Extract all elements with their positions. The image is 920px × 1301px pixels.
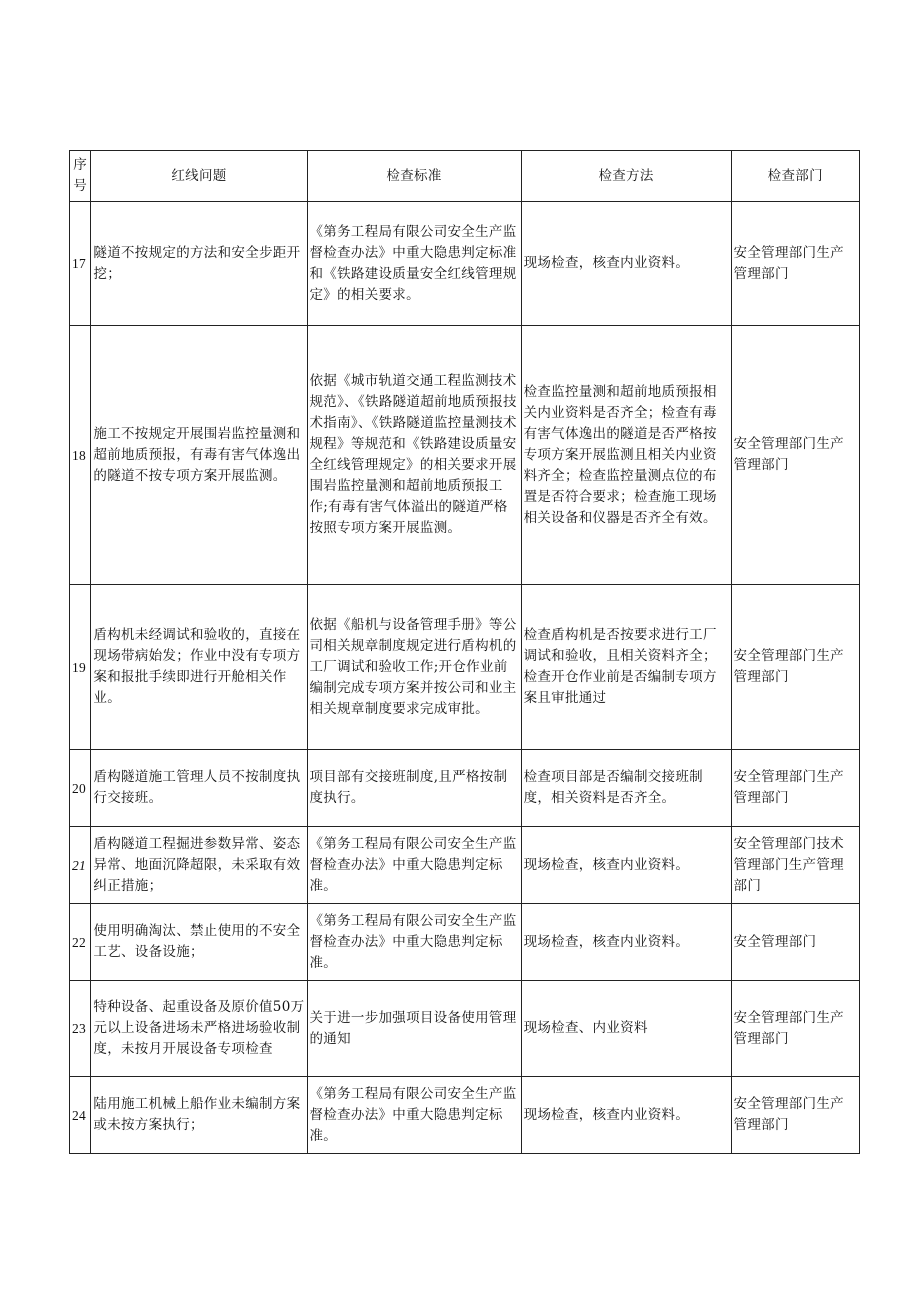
inspection-dept: 安全管理部门生产管理部门: [731, 750, 859, 827]
inspection-table: [69, 150, 860, 1154]
row-number: 18: [70, 326, 91, 585]
row-number: 17: [70, 202, 91, 326]
inspection-method: 现场检查，核查内业资料。: [521, 904, 731, 981]
inspection-standard: 关于进一步加强项目设备使用管理的通知: [307, 981, 521, 1077]
row-number: 19: [70, 585, 91, 750]
header-issue: 红线问题: [91, 151, 307, 202]
inspection-standard: 依据《船机与设备管理手册》等公司相关规章制度规定进行盾构机的工厂调试和验收工作;开仓作业前编制完成专项方案并按公司和业主相关规章制度要求完成审批。: [307, 585, 521, 750]
inspection-method: 检查监控量测和超前地质预报相关内业资料是否齐全；检查有毒有害气体逸出的隧道是否严格按专项方案开展监测且相关内业资料齐全；检查监控量测点位的布置是否符合要求；检查施工现场相关设备和仪器是否齐全有效。: [521, 326, 731, 585]
redline-issue: 陆用施工机械上船作业未编制方案或未按方案执行；: [91, 1077, 307, 1154]
table-row: [70, 1077, 860, 1154]
inspection-method: 现场检查，核查内业资料。: [521, 1077, 731, 1154]
table-row: [70, 202, 860, 326]
inspection-standard: 《第务工程局有限公司安全生产监督检查办法》中重大隐患判定标准。: [307, 904, 521, 981]
header-no: 序号: [70, 151, 91, 202]
inspection-dept: 安全管理部门生产管理部门: [731, 326, 859, 585]
table-row: [70, 827, 860, 904]
inspection-dept: 安全管理部门生产管理部门: [731, 1077, 859, 1154]
inspection-method: 现场检查、内业资料: [521, 981, 731, 1077]
redline-issue: 隧道不按规定的方法和安全步距开挖；: [91, 202, 307, 326]
row-number: 20: [70, 750, 91, 827]
inspection-method: 检查盾构机是否按要求进行工厂调试和验收，且相关资料齐全；检查开仓作业前是否编制专项方案且审批通过: [521, 585, 731, 750]
redline-issue: 盾构隧道施工管理人员不按制度执行交接班。: [91, 750, 307, 827]
inspection-dept: 安全管理部门: [731, 904, 859, 981]
redline-issue: 使用明确淘汰、禁止使用的不安全工艺、设备设施；: [91, 904, 307, 981]
row-number: 23: [70, 981, 91, 1077]
header-standard: 检查标准: [307, 151, 521, 202]
header-row: [70, 151, 860, 202]
redline-issue: 施工不按规定开展围岩监控量测和超前地质预报，有毒有害气体逸出的隧道不按专项方案开展监测。: [91, 326, 307, 585]
table-row: [70, 326, 860, 585]
table-row: [70, 904, 860, 981]
inspection-standard: 《第务工程局有限公司安全生产监督检查办法》中重大隐患判定标准和《铁路建设质量安全红线管理规定》的相关要求。: [307, 202, 521, 326]
row-number: 24: [70, 1077, 91, 1154]
inspection-dept: 安全管理部门生产管理部门: [731, 585, 859, 750]
inspection-dept: 安全管理部门生产管理部门: [731, 981, 859, 1077]
inspection-method: 现场检查，核查内业资料。: [521, 202, 731, 326]
table-row: [70, 981, 860, 1077]
inspection-method: 检查项目部是否编制交接班制度，相关资料是否齐全。: [521, 750, 731, 827]
inspection-dept: 安全管理部门技术管理部门生产管理部门: [731, 827, 859, 904]
header-method: 检查方法: [521, 151, 731, 202]
redline-issue: 特种设备、起重设备及原价值50万元以上设备进场未严格进场验收制度，未按月开展设备专项检查: [91, 981, 307, 1077]
header-dept: 检查部门: [731, 151, 859, 202]
inspection-dept: 安全管理部门生产管理部门: [731, 202, 859, 326]
inspection-standard: 依据《城市轨道交通工程监测技术规范》、《铁路隧道超前地质预报技术指南》、《铁路隧道监控量测技术规程》等规范和《铁路建设质量安全红线管理规定》的相关要求开展围岩监控量测和超前地质预报工作;有毒有害气体溢出的隧道严格按照专项方案开展监测。: [307, 326, 521, 585]
inspection-standard: 项目部有交接班制度,且严格按制度执行。: [307, 750, 521, 827]
row-number: 22: [70, 904, 91, 981]
inspection-standard: 《第务工程局有限公司安全生产监督检查办法》中重大隐患判定标准。: [307, 827, 521, 904]
inspection-standard: 《第务工程局有限公司安全生产监督检查办法》中重大隐患判定标准。: [307, 1077, 521, 1154]
redline-issue: 盾构机未经调试和验收的，直接在现场带病始发；作业中没有专项方案和报批手续即进行开舱相关作业。: [91, 585, 307, 750]
table-row: [70, 750, 860, 827]
redline-issue: 盾构隧道工程掘进参数异常、姿态异常、地面沉降超限，未采取有效纠正措施；: [91, 827, 307, 904]
table-row: [70, 585, 860, 750]
inspection-method: 现场检查，核查内业资料。: [521, 827, 731, 904]
row-number: 21: [70, 827, 91, 904]
